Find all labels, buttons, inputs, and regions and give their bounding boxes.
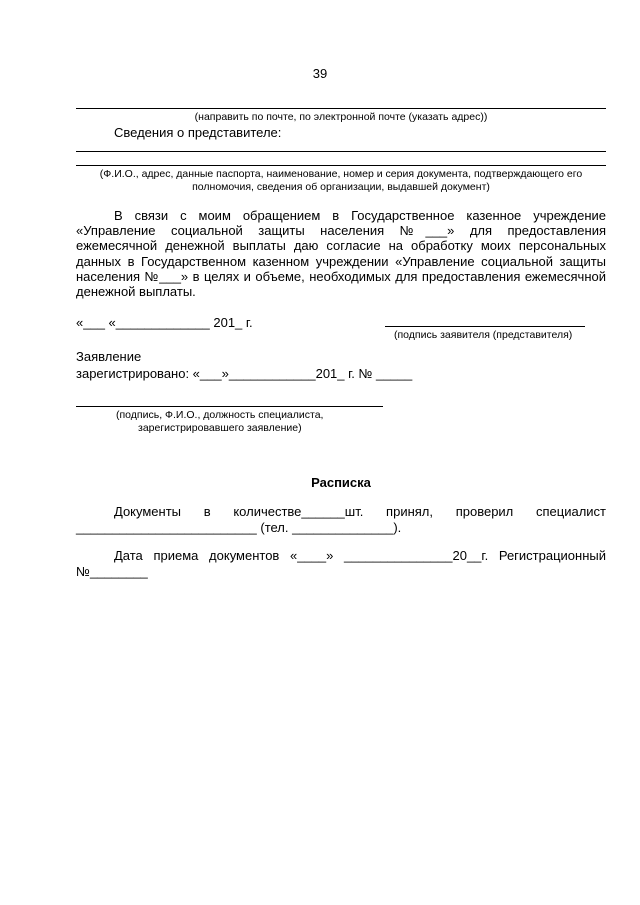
- specialist-caption-line2: зарегистрировавшего заявление): [138, 422, 302, 434]
- consent-paragraph: В связи с моим обращением в Государственное казенное учреждение «Управление социальной защиты населения №___» для предоставления ежемесячной денежной выплаты даю согласие на обработку моих персональных данных в Государственном казенном учреждении «Управление социальной защиты населения №___» в целях и объеме, необходимых для предоставления ежемесячной денежной выплаты.: [76, 208, 606, 300]
- date-line: «___ «_____________ 201_ г.: [76, 315, 253, 330]
- receipt-line-3: [114, 548, 606, 563]
- receipt-word: Документы: [114, 504, 182, 519]
- representative-note-line2: полномочия, сведения об организации, выдавшей документ): [192, 181, 490, 193]
- receipt-line-4: №________: [76, 564, 148, 579]
- signature-line: [385, 326, 585, 327]
- receipt-word: количестве______шт.: [233, 504, 364, 519]
- registered-line: зарегистрировано: «___»____________201_ г. № _____: [76, 366, 413, 381]
- receipt-word: специалист: [535, 504, 606, 519]
- receipt-line-2: _________________________ (тел. ______________).: [76, 520, 402, 535]
- receipt-title: Расписка: [311, 475, 371, 490]
- receipt-word: приема: [153, 548, 199, 563]
- specialist-signature-line: [76, 406, 383, 407]
- representative-line-2: [76, 165, 606, 166]
- receipt-word: _______________20__г.: [344, 548, 489, 563]
- signature-caption: (подпись заявителя (представителя): [394, 329, 573, 341]
- receipt-word: Регистрационный: [498, 548, 606, 563]
- specialist-caption-line1: (подпись, Ф.И.О., должность специалиста,: [116, 409, 324, 421]
- receipt-word: «____»: [290, 548, 334, 563]
- receipt-word: в: [203, 504, 211, 519]
- receipt-word: проверил: [455, 504, 514, 519]
- address-line: [76, 108, 606, 109]
- representative-heading: Сведения о представителе:: [114, 125, 282, 140]
- receipt-word: принял,: [386, 504, 433, 519]
- receipt-word: документов: [209, 548, 280, 563]
- receipt-line-1: [114, 504, 606, 519]
- representative-line-1: [76, 151, 606, 152]
- page-number: 39: [312, 66, 328, 81]
- representative-note-line1: (Ф.И.О., адрес, данные паспорта, наименование, номер и серия документа, подтверждающего его: [99, 168, 583, 180]
- send-note: (направить по почте, по электронной почте (указать адрес)): [194, 111, 488, 123]
- registered-label: Заявление: [76, 349, 142, 364]
- receipt-word: Дата: [114, 548, 143, 563]
